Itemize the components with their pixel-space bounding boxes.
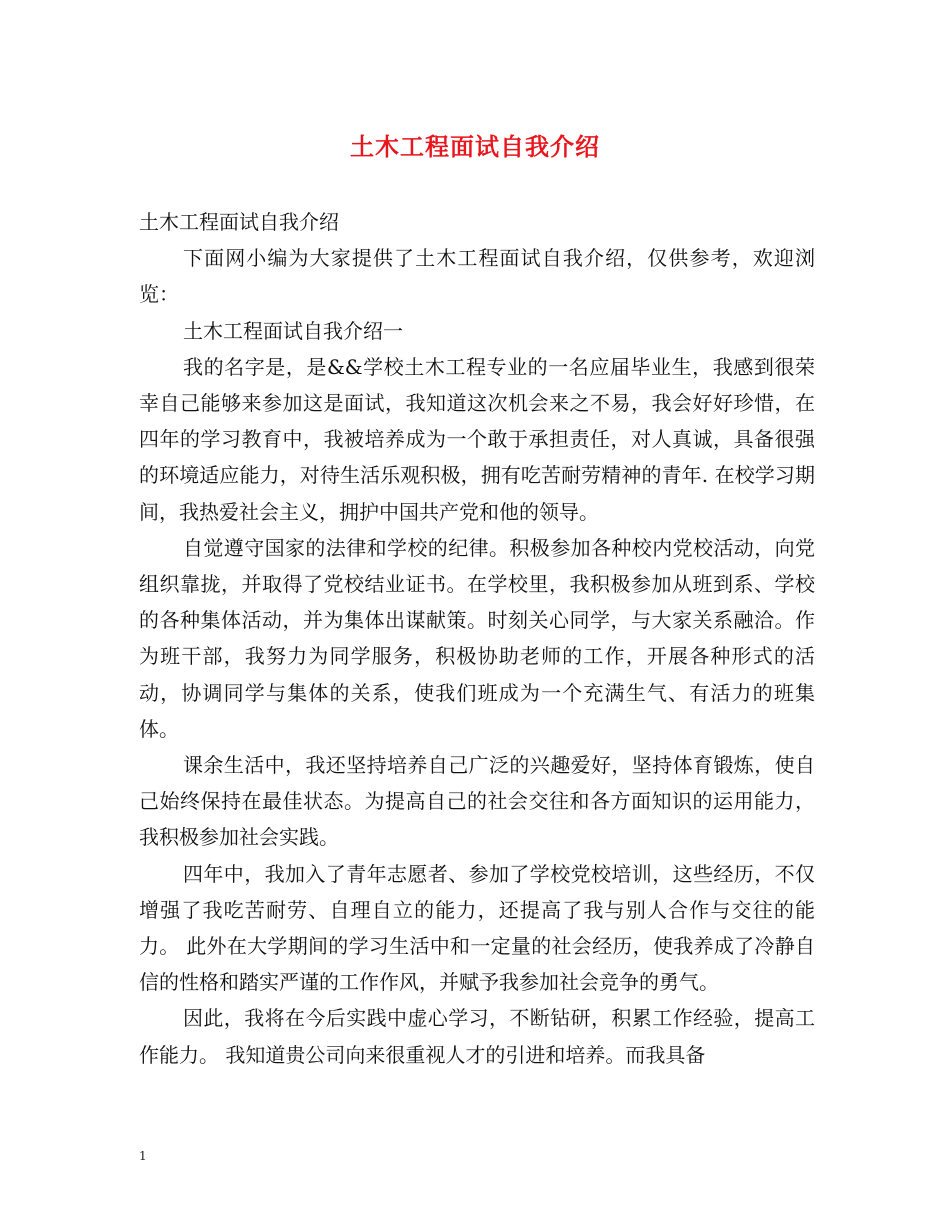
section-heading: 土木工程面试自我介绍 <box>139 210 339 234</box>
subsection-heading: 土木工程面试自我介绍一 <box>183 318 403 343</box>
body-paragraph: 四年中，我加入了青年志愿者、参加了学校党校培训，这些经历，不仅增强了我吃苦耐劳、自理自立的能力，还提高了我与别人合作与交往的能力。 此外在大学期间的学习生活中和一定量的社会经历，使我养成了冷静自信的性格和踏实严谨的工作作风，并赋予我参加社会竞争的勇气。 <box>139 861 815 995</box>
intro-paragraph: 下面网小编为大家提供了土木工程面试自我介绍，仅供参考，欢迎浏览： <box>139 246 815 307</box>
body-paragraph: 自觉遵守国家的法律和学校的纪律。积极参加各种校内党校活动，向党组织靠拢，并取得了党校结业证书。在学校里，我积极参加从班到系、学校的各种集体活动，并为集体出谋献策。时刻关心同学，与大家关系融洽。作为班干部，我努力为同学服务，积极协助老师的工作，开展各种形式的活动，协调同学与集体的关系，使我们班成为一个充满生气、有活力的班集体。 <box>139 535 815 741</box>
body-paragraph: 课余生活中，我还坚持培养自己广泛的兴趣爱好，坚持体育锻炼，使自己始终保持在最佳状态。为提高自己的社会交往和各方面知识的运用能力，我积极参加社会实践。 <box>139 753 815 850</box>
body-paragraph: 因此，我将在今后实践中虚心学习，不断钻研，积累工作经验，提高工作能力。 我知道贵公司向来很重视人才的引进和培养。而我具备 <box>139 1006 815 1067</box>
page-number: 1 <box>139 1149 147 1163</box>
document-body <box>139 204 815 1073</box>
body-paragraph: 我的名字是，是&&学校土木工程专业的一名应届毕业生，我感到很荣幸自己能够来参加这是面试，我知道这次机会来之不易，我会好好珍惜，在四年的学习教育中，我被培养成为一个敢于承担责任，对人真诚，具备很强的环境适应能力，对待生活乐观积极，拥有吃苦耐劳精神的青年. 在校学习期间，我热爱社会主义，拥护中国共产党和他的领导。 <box>139 354 815 524</box>
document-title: 土木工程面试自我介绍 <box>350 132 600 161</box>
